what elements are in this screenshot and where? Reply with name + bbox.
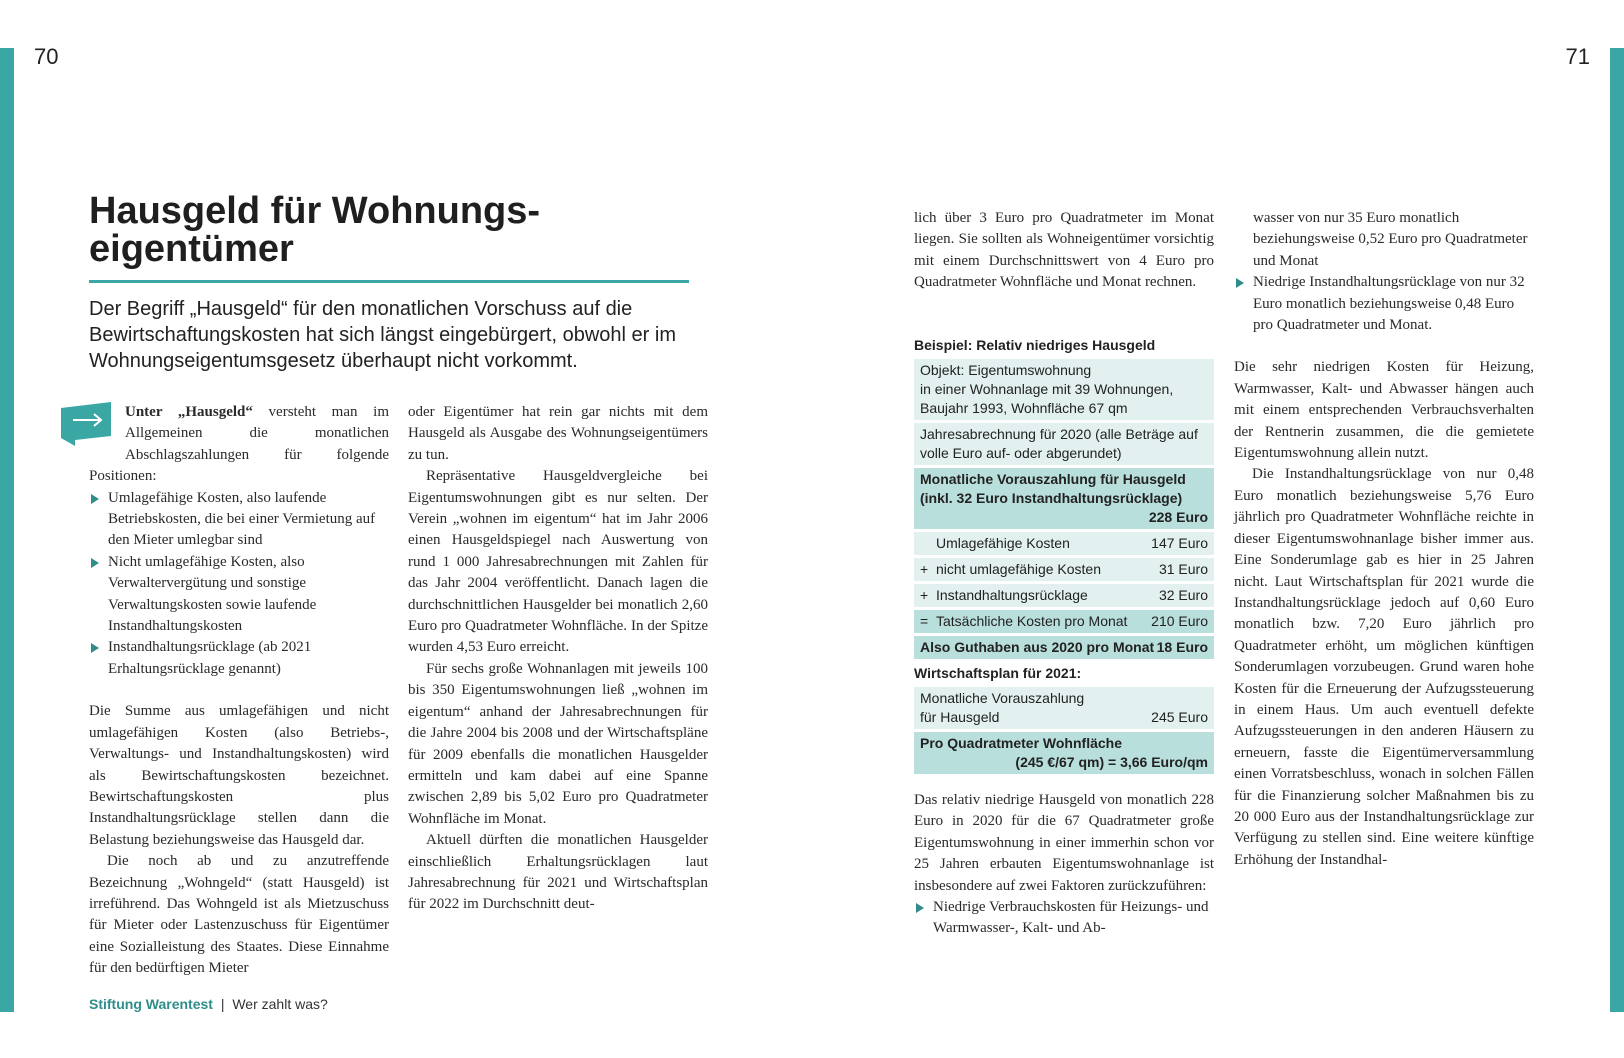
example-box — [914, 336, 1214, 662]
plan-box — [914, 664, 1214, 777]
example-box-heading: Beispiel: Relativ niedriges Hausgeld — [914, 337, 1156, 353]
positions-list — [89, 488, 389, 681]
bullet-triangle-icon — [1236, 278, 1244, 288]
list-item: Umlagefähige Kosten, also laufende Betriebskosten, die bei einer Vermietung auf den Mieter umlegbar sind — [89, 488, 389, 552]
bullet-triangle-icon — [91, 558, 99, 568]
list-item-continuation: wasser von nur 35 Euro monatlich beziehungsweise 0,52 Euro pro Quadratmeter und Monat — [1253, 210, 1528, 269]
paragraph: lich über 3 Euro pro Quadratmeter im Monat liegen. Sie sollten als Wohneigentümer vorsichtig mit einem Durchschnittswert von 4 Euro pro Quadratmeter Wohnfläche und Monat rechnen. — [914, 210, 1214, 291]
annual-statement-row: Jahresabrechnung für 2020 (alle Beträge auf volle Euro auf- oder abgerundet) — [914, 423, 1214, 465]
factors-list-continued — [1234, 272, 1534, 336]
text-column-3-top — [914, 208, 1214, 294]
right-accent-bar — [1610, 48, 1624, 1012]
list-item: Instandhaltungsrücklage (ab 2021 Erhaltungsrücklage genannt) — [89, 637, 389, 680]
footer-brand: Stiftung Warentest — [89, 996, 213, 1012]
paragraph: Die sehr niedrigen Kosten für Heizung, Warmwasser, Kalt- und Abwasser hängen auch mit einem entsprechenden Verbrauchsverhalten der Rentnerin zusammen, die die gemietete Eigentumswohnung allein nutzt. — [1234, 359, 1534, 462]
title-underline — [89, 280, 689, 283]
paragraph: Die noch ab und zu anzutreffende Bezeichnung „Wohngeld“ (statt Hausgeld) ist irreführend. Das Wohngeld ist als Mietzuschuss für Mieter oder Lastenzuschuss für Eigentümer eine Sozialleistung des Staates. Diese Einnahme für den bedürftigen Mieter — [89, 853, 389, 977]
title-line-1: Hausgeld für Wohnungs- — [89, 190, 541, 232]
footer-book-title: Wer zahlt was? — [232, 996, 328, 1012]
prepayment-value: 228 Euro — [1148, 509, 1208, 525]
text-column-1 — [89, 402, 389, 980]
plan-box-heading: Wirtschaftsplan für 2021: — [914, 665, 1082, 681]
list-item: Niedrige Verbrauchskosten für Heizungs- und Warmwasser-, Kalt- und Ab- — [914, 897, 1214, 940]
page-number-right: 71 — [1565, 44, 1590, 69]
intro-paragraph — [89, 402, 389, 488]
paragraph: Für sechs große Wohnanlagen mit jeweils 100 bis 350 Eigentumswohnungen ließ „wohnen im eigentum“ anhand der Jahresabrechnungen für die Jahre 2004 bis 2008 und der Wirtschaftspläne für 2009 ebenfalls die monatlichen Hausgelder ermitteln und kam dabei auf eine Spanne zwischen 2,89 bis 5,02 Euro pro Quadratmeter Wohnfläche im Monat. — [408, 660, 708, 827]
cost-row: Umlagefähige Kosten 147 Euro — [914, 532, 1214, 555]
lead-paragraph: Der Begriff „Hausgeld“ für den monatlichen Vorschuss auf die Bewirtschaftungskosten hat sich längst eingebürgert, obwohl er im Wohnungseigentumsgesetz überhaupt nicht vorkommt. — [89, 298, 676, 372]
credit-row: Also Guthaben aus 2020 pro Monat 18 Euro — [914, 636, 1214, 659]
paragraph: Die Instandhaltungsrücklage von nur 0,48 Euro monatlich beziehungsweise 5,76 Euro jährlich pro Quadratmeter Wohnfläche reichte in dieser Eigentumswohnanlage bisher immer aus. Eine Sonderumlage gab es hier in 25 Jahren nicht. Laut Wirtschaftsplan für 2021 wurde die Instandhaltungsrücklage jedoch auf 0,60 Euro monatlich bzw. 7,20 Euro jährlich pro Quadratmeter erhöht, um möglichen künftigen Sonderumlagen vorzubeugen. Grund waren hohe Kosten für die Erneuerung der Aufzugssteuerung in einem Haus. Um auch eventuell defekte Aufzugssteuerungen in den anderen Häusern zu erneuern, fasste die Eigentümerversammlung einen Vorratsbeschluss, wonach in solchen Fällen für die Finanzierung solcher Maßnahmen bis zu 20 000 Euro aus der Instandhaltungsrücklage zur Verfügung zu stellen sind. Eine weitere künftige Erhöhung der Instandhal- — [1234, 466, 1534, 868]
footer-separator: | — [220, 996, 225, 1012]
text-column-2 — [408, 402, 708, 916]
paragraph: Das relativ niedrige Hausgeld von monatlich 228 Euro in 2020 für die 67 Quadratmeter große Eigentumswohnung in einer immerhin schon vor 25 Jahren erbauten Eigentumswohnanlage ist insbesondere auf zwei Faktoren zurückzuführen: — [914, 792, 1214, 894]
paragraph: Aktuell dürften die monatlichen Hausgelder einschließlich Erhaltungsrücklagen laut Jahresabrechnung für 2021 und Wirtschaftsplan für 2022 im Durchschnitt deut- — [408, 832, 708, 913]
plan-prepayment-row: Monatliche Vorauszahlung für Hausgeld 245 Euro — [914, 687, 1214, 729]
list-item: Nicht umlagefähige Kosten, also Verwaltervergütung und sonstige Verwaltungskosten sowie laufende Instandhaltungskosten — [89, 552, 389, 638]
cost-row: + nicht umlagefähige Kosten 31 Euro — [914, 558, 1214, 581]
list-item: Niedrige Instandhaltungsrücklage von nur 32 Euro monatlich beziehungsweise 0,48 Euro pro Quadratmeter und Monat. — [1234, 272, 1534, 336]
text-column-3-bottom — [914, 790, 1214, 940]
per-sqm-row: Pro Quadratmeter Wohnfläche (245 €/67 qm) = 3,66 Euro/qm — [914, 732, 1214, 774]
paragraph: Die Summe aus umlagefähigen und nicht umlagefähigen Kosten (also Betriebs-, Verwaltungs- und Instandhaltungskosten) wird als Bewirtschaftungskosten bezeichnet. Bewirtschaftungskosten plus Instandhaltungsrücklage stellen dann die Belastung beziehungsweise das Hausgeld dar. — [89, 703, 389, 848]
intro-text: versteht man im Allgemeinen die monatlichen Abschlagszahlungen für folgende Positionen: — [89, 404, 389, 485]
paragraph: Repräsentative Hausgeldvergleiche bei Eigentumswohnungen gibt es nur selten. Der Verein „wohnen im eigentum“ hat im Jahr 2006 einen Hausgeldspiegel nach Auswertung von rund 1 000 Jahresabrechnungen mit Zahlen für das Jahr 2004 veröffentlicht. Danach lagen die durchschnittlichen Hausgelder bei monatlich 2,60 Euro pro Quadratmeter Wohnfläche. In der Spitze wurden 4,53 Euro erreicht. — [408, 468, 708, 656]
bullet-triangle-icon — [91, 643, 99, 653]
paragraph: oder Eigentümer hat rein gar nichts mit dem Hausgeld als Ausgabe des Wohnungseigentümers zu tun. — [408, 404, 708, 463]
bullet-triangle-icon — [91, 494, 99, 504]
factors-list — [914, 897, 1214, 940]
text-column-4 — [1234, 208, 1534, 871]
arrow-marker-icon — [61, 402, 119, 446]
total-cost-row: = Tatsächliche Kosten pro Monat 210 Euro — [914, 610, 1214, 633]
article-title — [89, 192, 540, 268]
bullet-triangle-icon — [916, 903, 924, 913]
page-number-left: 70 — [34, 44, 59, 69]
intro-bold-term: Unter „Hausgeld“ — [125, 404, 253, 420]
object-row: Objekt: Eigentumswohnung in einer Wohnanlage mit 39 Wohnungen, Baujahr 1993, Wohnfläche 67 qm — [914, 359, 1214, 420]
left-accent-bar — [0, 48, 14, 1012]
prepayment-row: Monatliche Vorauszahlung für Hausgeld (inkl. 32 Euro Instandhaltungsrücklage) 228 Euro — [914, 468, 1214, 529]
footer — [89, 996, 328, 1012]
cost-row: + Instandhaltungsrücklage 32 Euro — [914, 584, 1214, 607]
title-line-2: eigentümer — [89, 228, 294, 270]
